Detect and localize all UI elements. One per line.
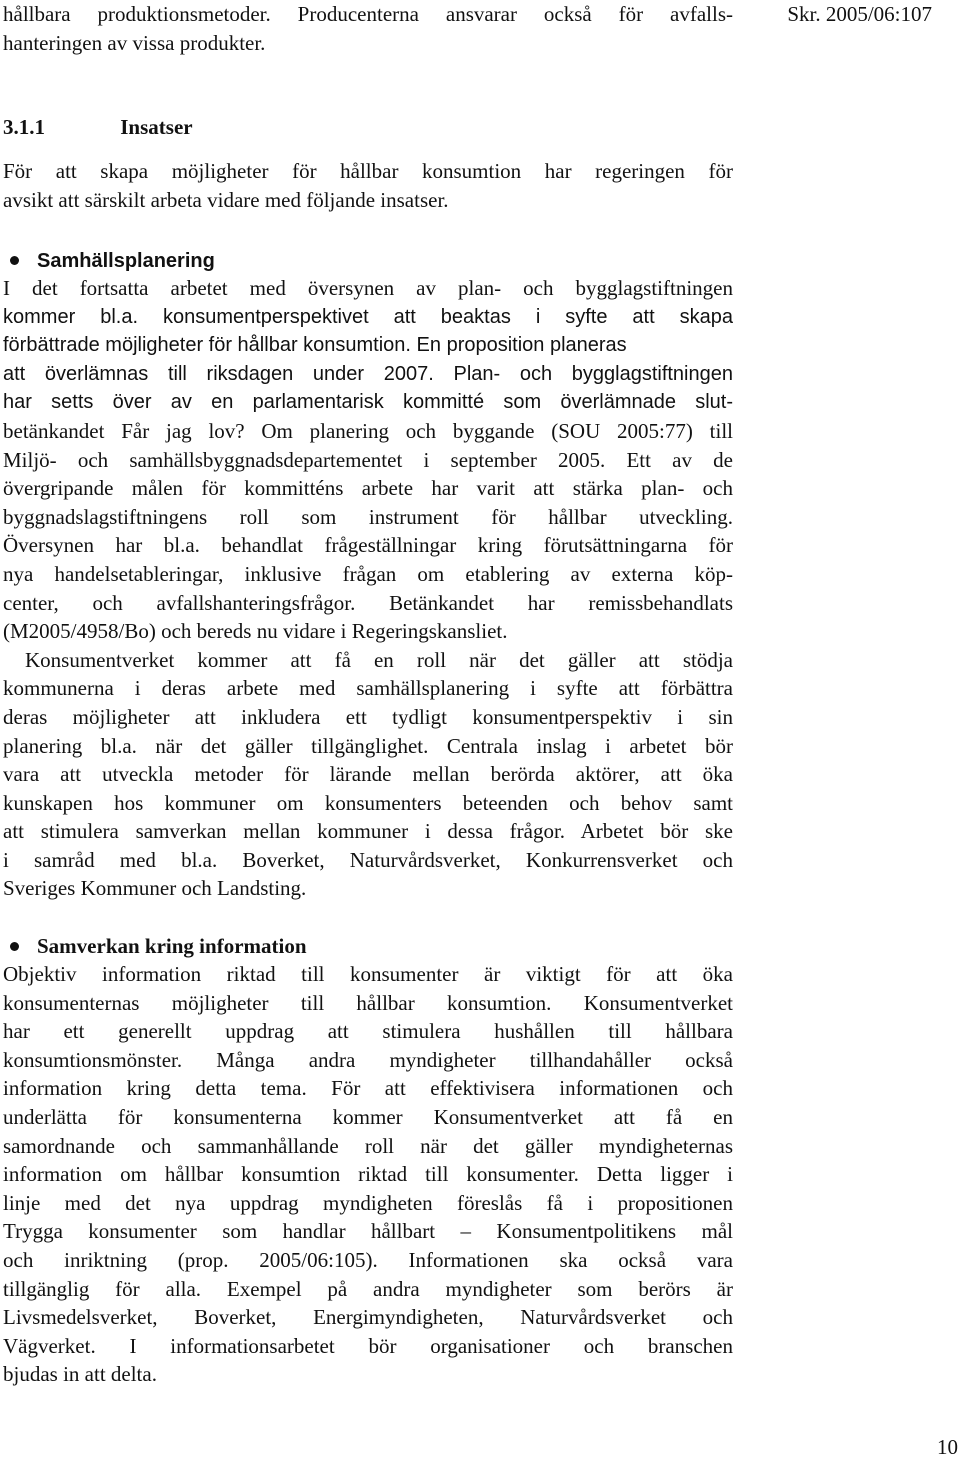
bullet-title: Samhällsplanering xyxy=(37,250,215,272)
intro-line: För att skapa möjligheter för hållbar konsumtion har regeringen för xyxy=(3,159,733,183)
header-line-2: hanteringen av vissa produkter. xyxy=(3,30,266,55)
body-line: konsumenternas möjligheter till hållbar konsumtion. Konsumentverket xyxy=(3,990,733,1015)
body-line: Livsmedelsverket, Boverket, Energimyndigheten, Naturvårdsverket och xyxy=(3,1305,733,1330)
body-line: samordnande och sammanhållande roll när det gäller myndigheternas xyxy=(3,1133,733,1158)
body-line: Objektiv information riktad till konsumenter är viktigt för att öka xyxy=(3,962,733,986)
body-line: linje med det nya uppdrag myndigheten föreslås få i propositionen xyxy=(3,1190,733,1215)
header-text xyxy=(3,0,733,57)
body-line: kommunerna i deras arbete med samhällsplanering i syfte att förbättra xyxy=(3,676,733,701)
body-line: har ett generellt uppdrag att stimulera hushållen till hållbara xyxy=(3,1019,733,1044)
body-line: vara att utveckla metoder för lärande mellan berörda aktörer, att öka xyxy=(3,762,733,787)
body-line: Sveriges Kommuner och Landsting. xyxy=(3,876,307,901)
body-line: Vägverket. I informationsarbetet bör organisationer och branschen xyxy=(3,1333,733,1358)
body-line: bjudas in att delta. xyxy=(3,1362,157,1387)
body-line: konsumtionsmönster. Många andra myndigheter tillhandahåller också xyxy=(3,1047,733,1072)
body-line: förbättrade möjligheter för hållbar konsumtion. En proposition planeras xyxy=(3,334,627,357)
body-line: Trygga konsumenter som handlar hållbart – Konsumentpolitikens mål xyxy=(3,1219,733,1244)
page-number: 10 xyxy=(937,1435,958,1459)
body-line: betänkandet Får jag lov? Om planering och byggande (SOU 2005:77) till xyxy=(3,418,733,443)
document-reference: Skr. 2005/06:107 xyxy=(787,2,932,26)
bullet-heading-samverkan xyxy=(3,931,307,961)
body-line: kunskapen hos kommuner om konsumenters beteenden och behov samt xyxy=(3,790,733,815)
body-line: Konsumentverket kommer att få en roll när det gäller att stödja xyxy=(25,647,733,672)
body-line: byggnadslagstiftningens roll som instrument för hållbar utveckling. xyxy=(3,504,733,529)
body-line: att stimulera samverkan mellan kommuner i dessa frågor. Arbetet bör ske xyxy=(3,819,733,844)
section-title: Insatser xyxy=(120,115,193,139)
body-line: I det fortsatta arbetet med översynen av plan- och bygglagstiftningen xyxy=(3,276,733,300)
body-line: information om hållbar konsumtion riktad till konsumenter. Detta ligger i xyxy=(3,1162,733,1187)
bullet-dot-icon xyxy=(10,256,19,265)
body-line: center, och avfallshanteringsfrågor. Betänkandet har remissbehandlats xyxy=(3,590,733,615)
bullet-title: Samverkan kring information xyxy=(37,934,307,958)
body-line: information kring detta tema. För att effektivisera informationen och xyxy=(3,1076,733,1101)
section-number: 3.1.1 xyxy=(3,115,45,139)
body-line: Översynen har bl.a. behandlat frågeställningar kring förutsättningarna för xyxy=(3,533,733,558)
body-line: underlätta för konsumenterna kommer Konsumentverket att få en xyxy=(3,1104,733,1129)
body-line: planering bl.a. när det gäller tillgänglighet. Centrala inslag i arbetet bör xyxy=(3,733,733,758)
bullet2-body xyxy=(3,960,733,1389)
body-line: och inriktning (prop. 2005/06:105). Informationen ska också vara xyxy=(3,1247,733,1272)
intro-paragraph xyxy=(3,157,733,214)
intro-line: avsikt att särskilt arbeta vidare med följande insatser. xyxy=(3,187,449,212)
body-line: (M2005/4958/Bo) och bereds nu vidare i Regeringskansliet. xyxy=(3,619,508,644)
bullet1-body xyxy=(3,274,733,903)
body-line: övergripande målen för kommitténs arbete har varit att stärka plan- och xyxy=(3,476,733,501)
header-line-1: hållbara produktionsmetoder. Producenterna ansvarar också för avfalls- xyxy=(3,2,733,26)
body-line: nya handelsetableringar, inklusive frågan om etablering av externa köp- xyxy=(3,561,733,586)
bullet-heading-samhallsplanering xyxy=(3,245,215,275)
body-line: deras möjligheter att inkludera ett tydligt konsumentperspektiv i sin xyxy=(3,704,733,729)
body-line: tillgänglig för alla. Exempel på andra myndigheter som berörs är xyxy=(3,1276,733,1301)
body-line: har setts över av en parlamentarisk kommitté som överlämnade slut- xyxy=(3,391,733,414)
body-line: att överlämnas till riksdagen under 2007. Plan- och bygglagstiftningen xyxy=(3,362,733,385)
body-line: i samråd med bl.a. Boverket, Naturvårdsverket, Konkurrensverket och xyxy=(3,847,733,872)
bullet-dot-icon xyxy=(10,942,19,951)
section-heading xyxy=(3,112,193,142)
body-line: Miljö- och samhällsbyggnadsdepartementet i september 2005. Ett av de xyxy=(3,447,733,472)
body-line: kommer bl.a. konsumentperspektivet att beaktas i syfte att skapa xyxy=(3,305,733,328)
